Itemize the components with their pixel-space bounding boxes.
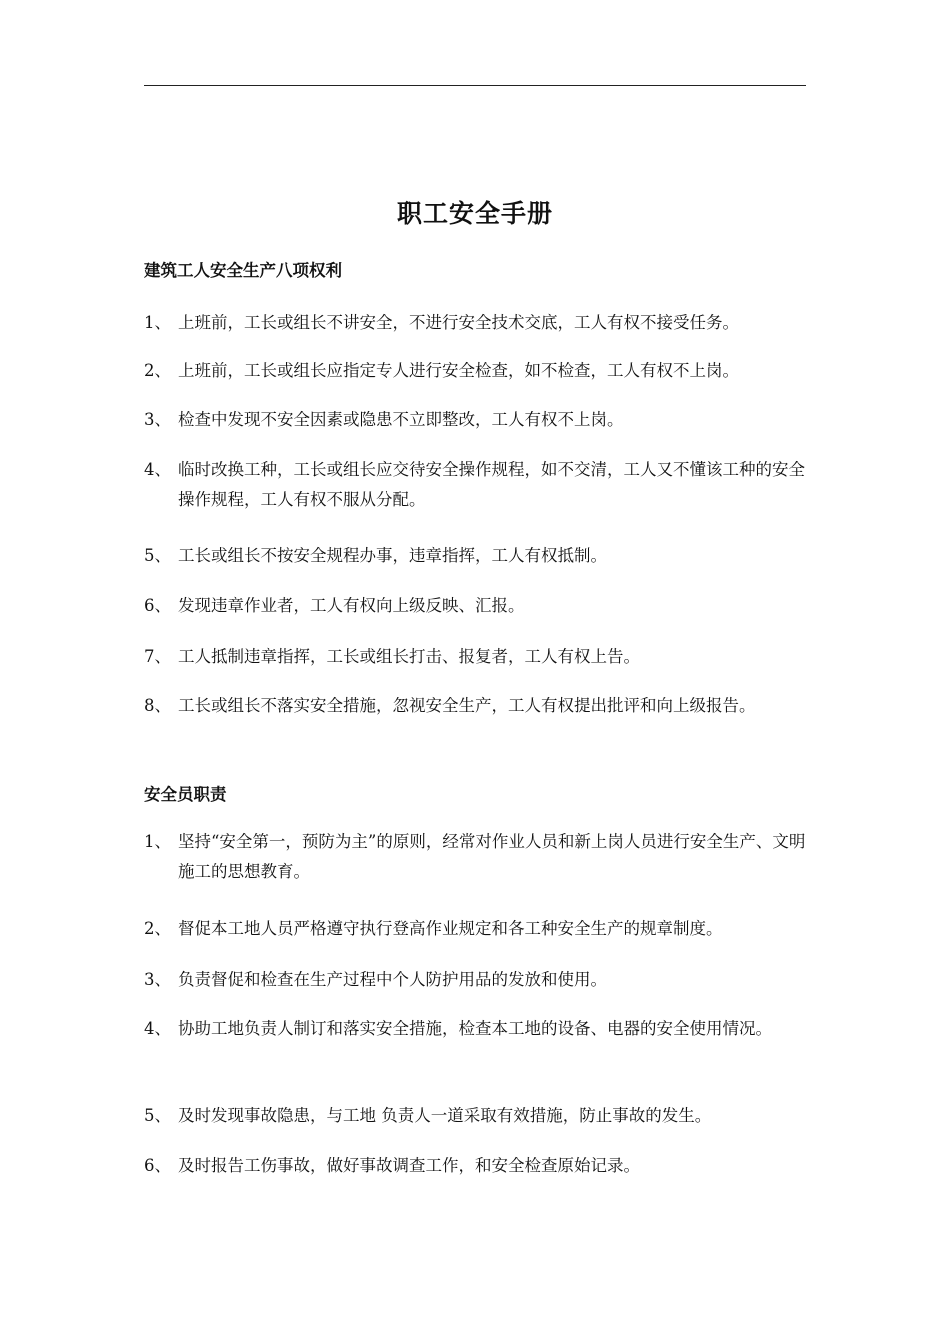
list-item — [144, 691, 808, 721]
list-item — [144, 405, 808, 435]
list-item-number: 5、 — [144, 1106, 171, 1125]
list-item — [144, 642, 808, 672]
section-heading-safety-officer: 安全员职责 — [144, 785, 227, 804]
list-item-text: 检查中发现不安全因素或隐患不立即整改，工人有权不上岗。 — [178, 410, 624, 429]
list-item-number: 3、 — [144, 410, 171, 429]
list-item-text: 临时改换工种，工长或组长应交待安全操作规程，如不交清，工人又不懂该工种的安全操作规程，工人有权不服从分配。 — [178, 460, 805, 509]
list-item-number: 6、 — [144, 596, 171, 615]
list-item — [144, 591, 808, 621]
list-item-number: 3、 — [144, 970, 171, 989]
section-heading-rights: 建筑工人安全生产八项权利 — [144, 261, 342, 280]
list-item — [144, 455, 808, 515]
list-item-number: 1、 — [144, 313, 171, 332]
list-item-text: 负责督促和检查在生产过程中个人防护用品的发放和使用。 — [178, 970, 607, 989]
list-item — [144, 1151, 808, 1181]
list-item-number: 8、 — [144, 696, 171, 715]
list-item-number: 6、 — [144, 1156, 171, 1175]
list-item — [144, 541, 808, 571]
list-item-number: 4、 — [144, 460, 171, 479]
list-item-text: 及时发现事故隐患，与工地 负责人一道采取有效措施，防止事故的发生。 — [178, 1106, 712, 1125]
list-item-number: 4、 — [144, 1019, 171, 1038]
header-divider — [144, 85, 806, 86]
list-item-text: 坚持“安全第一，预防为主”的原则，经常对作业人员和新上岗人员进行安全生产、文明施工的思想教育。 — [178, 832, 806, 881]
list-item-text: 工长或组长不落实安全措施，忽视安全生产，工人有权提出批评和向上级报告。 — [178, 696, 756, 715]
list-item-text: 工长或组长不按安全规程办事，违章指挥，工人有权抵制。 — [178, 546, 607, 565]
list-item-text: 上班前，工长或组长应指定专人进行安全检查，如不检查，工人有权不上岗。 — [178, 361, 739, 380]
list-item-text: 发现违章作业者，工人有权向上级反映、汇报。 — [178, 596, 525, 615]
list-item — [144, 827, 808, 887]
list-item — [144, 1014, 808, 1044]
list-item — [144, 965, 808, 995]
page-title: 职工安全手册 — [396, 199, 553, 228]
list-item-number: 1、 — [144, 832, 171, 851]
list-item — [144, 356, 808, 386]
list-item-text: 及时报告工伤事故，做好事故调查工作，和安全检查原始记录。 — [178, 1156, 640, 1175]
list-item — [144, 308, 808, 338]
list-item — [144, 1101, 808, 1131]
list-item — [144, 914, 808, 944]
list-item-number: 2、 — [144, 919, 171, 938]
list-item-text: 协助工地负责人制订和落实安全措施，检查本工地的设备、电器的安全使用情况。 — [178, 1019, 772, 1038]
list-item-number: 5、 — [144, 546, 171, 565]
list-item-text: 工人抵制违章指挥，工长或组长打击、报复者，工人有权上告。 — [178, 647, 640, 666]
list-item-text: 督促本工地人员严格遵守执行登高作业规定和各工种安全生产的规章制度。 — [178, 919, 723, 938]
list-item-number: 2、 — [144, 361, 171, 380]
list-item-number: 7、 — [144, 647, 171, 666]
list-item-text: 上班前，工长或组长不讲安全，不进行安全技术交底，工人有权不接受任务。 — [178, 313, 739, 332]
